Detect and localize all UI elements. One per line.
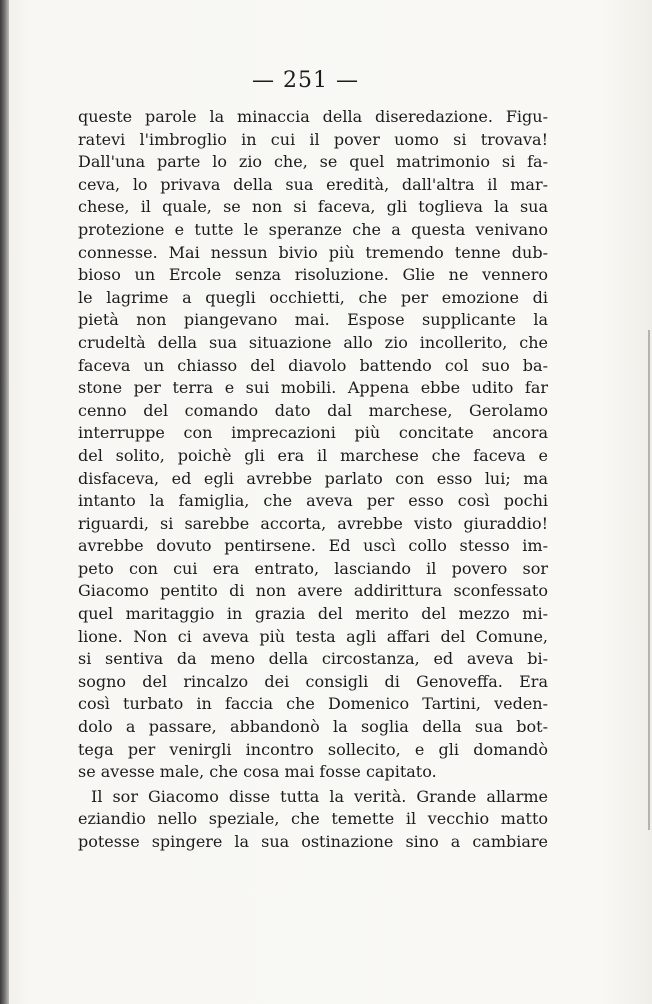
text-line: le lagrime a quegli occhietti, che per emozione di (78, 287, 548, 307)
text-line: connesse. Mai nessun bivio più tremendo tenne dub- (78, 242, 548, 262)
text-line: interruppe con imprecazioni più concitate ancora (78, 423, 548, 443)
text-line: crudeltà della sua situazione allo zio incollerito, che (78, 332, 548, 352)
text-line: eziandio nello speziale, che temette il vecchio matto (78, 809, 548, 829)
text-line: intanto la famiglia, che aveva per esso così pochi (78, 491, 548, 511)
text-line: pietà non piangevano mai. Espose supplicante la (78, 310, 548, 330)
text-line: ratevi l'imbroglio in cui il pover uomo si trovava! (78, 129, 548, 149)
paragraph-1 (78, 106, 548, 784)
text-line: sogno del rincalzo dei consigli di Genoveffa. Era (78, 671, 548, 691)
text-line: Dall'una parte lo zio che, se quel matrimonio si fa- (78, 152, 548, 172)
text-line: tega per venirgli incontro sollecito, e gli domandò (78, 739, 548, 759)
text-line: ceva, lo privava della sua eredità, dall'altra il mar- (78, 174, 548, 194)
text-line: disfaceva, ed egli avrebbe parlato con esso lui; ma (78, 468, 548, 488)
text-line: si sentiva da meno della circostanza, ed aveva bi- (78, 649, 548, 669)
page-number: — 251 — (252, 68, 359, 93)
text-line: riguardi, si sarebbe accorta, avrebbe visto giuraddio! (78, 513, 548, 533)
text-line: chese, il quale, se non si faceva, gli toglieva la sua (78, 197, 548, 217)
text-line: potesse spingere la sua ostinazione sino a cambiare (78, 832, 548, 851)
text-line: avrebbe dovuto pentirsene. Ed uscì collo stesso im- (78, 536, 548, 556)
text-line: protezione e tutte le speranze che a questa venivano (78, 219, 548, 239)
text-line: quel maritaggio in grazia del merito del mezzo mi- (78, 604, 548, 624)
text-line: bioso un Ercole senza risoluzione. Glie ne vennero (78, 265, 548, 285)
text-line: così turbato in faccia che Domenico Tartini, veden- (78, 694, 548, 714)
text-line: queste parole la minaccia della diseredazione. Figu- (78, 107, 548, 126)
text-line: cenno del comando dato dal marchese, Gerolamo (78, 400, 548, 420)
text-line: se avesse male, che cosa mai fosse capitato. (78, 762, 437, 782)
text-line: lione. Non ci aveva più testa agli affari del Comune, (78, 626, 548, 646)
text-line: Giacomo pentito di non avere addirittura sconfessato (78, 581, 548, 601)
binding-edge (0, 0, 9, 1004)
text-line: del solito, poichè gli era il marchese che faceva e (78, 445, 548, 465)
text-line: Il sor Giacomo disse tutta la verità. Grande allarme (91, 786, 548, 806)
text-line: dolo a passare, abbandonò la soglia della sua bot- (78, 717, 548, 737)
text-line: peto con cui era entrato, lasciando il povero sor (78, 558, 548, 578)
text-line: faceva un chiasso del diavolo battendo col suo ba- (78, 355, 548, 375)
text-line: stone per terra e sui mobili. Appena ebbe udito far (78, 378, 548, 398)
paragraph-2 (78, 786, 548, 854)
page-edge-mark (648, 330, 650, 830)
body-text (78, 106, 548, 854)
